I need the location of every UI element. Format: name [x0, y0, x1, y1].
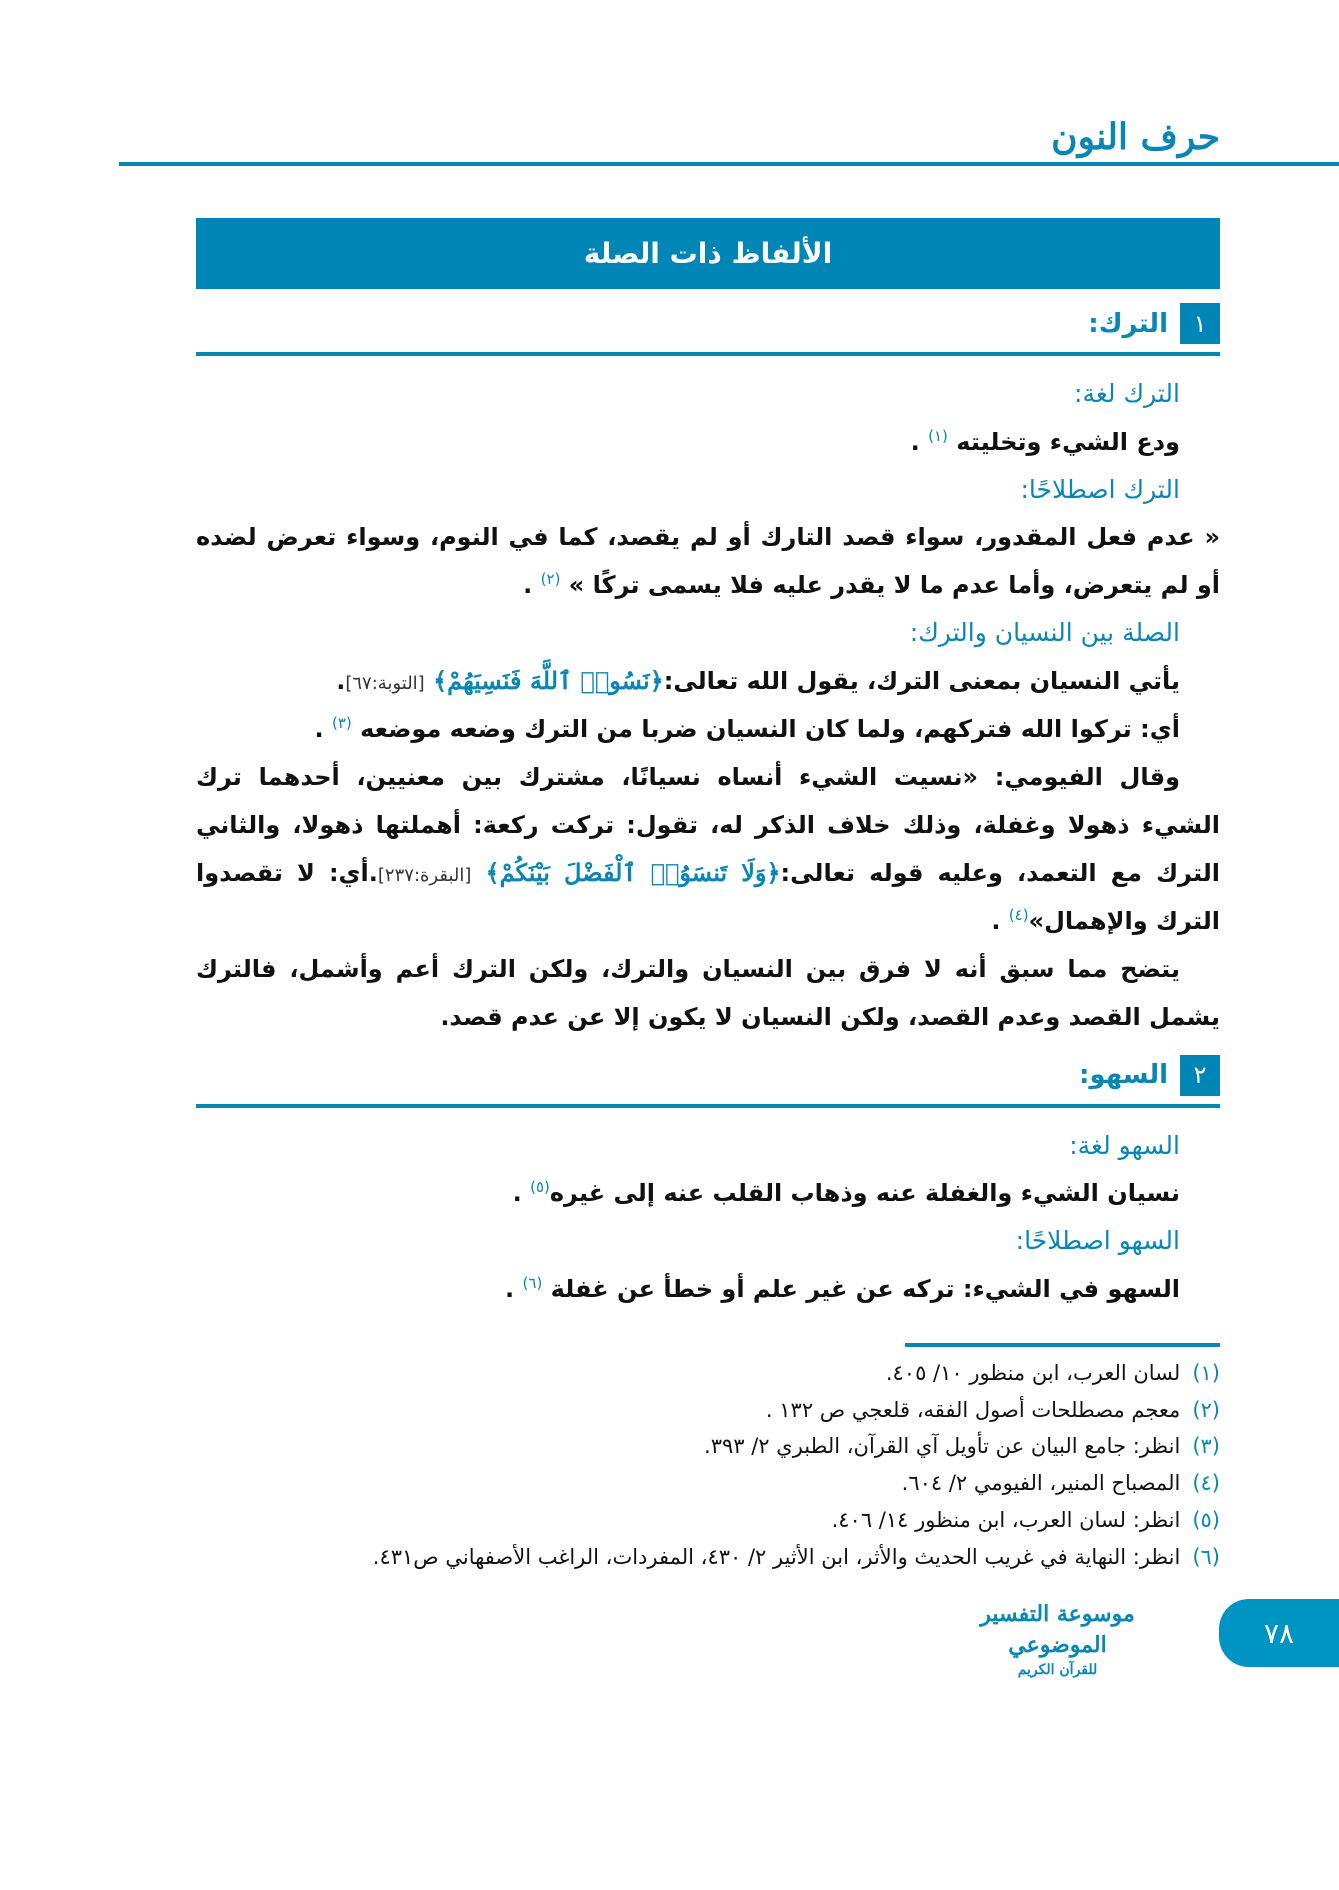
text: أو لم يتعرض، وأما عدم ما لا يقدر عليه فلا يسمى تركًا » — [568, 571, 1220, 600]
subheading: السهو لغة: — [1069, 1130, 1180, 1160]
footnote-number: (٥) — [1192, 1507, 1220, 1532]
footnote-text: انظر: النهاية في غريب الحديث والأثر، ابن الأثير ٢/ ٤٣٠، المفردات، الراغب الأصفهاني ص٤٣١. — [372, 1544, 1181, 1569]
text: مع التعمد، وعليه قوله تعالى: — [780, 858, 1142, 887]
footnote — [196, 1428, 1220, 1465]
footnote — [196, 1355, 1220, 1392]
footnote-divider — [905, 1343, 1220, 1347]
header-divider — [119, 162, 1339, 166]
paragraph — [196, 945, 1220, 1041]
footnote-ref[interactable]: (٦) — [522, 1273, 543, 1292]
footnote-number: (٤) — [1192, 1471, 1220, 1496]
footnote-text: انظر: جامع البيان عن تأويل آي القرآن، الطبري ٢/ ٣٩٣. — [704, 1434, 1181, 1459]
page-header — [119, 0, 1339, 166]
subheading: السهو اصطلاحًا: — [1015, 1226, 1180, 1256]
text: .أي: لا تقصدوا الترك — [196, 858, 1220, 935]
encyclopedia-logo — [935, 1599, 1180, 1680]
text: ودع الشيء وتخليته — [956, 427, 1180, 456]
text: وقال الفيومي: «نسيت الشيء أنساه نسيانًا، مشترك بين معنيين، أحدهما ترك الشيء — [196, 762, 1220, 839]
footnote-ref[interactable]: (٥) — [530, 1178, 550, 1197]
footnote-ref[interactable]: (٣) — [331, 713, 352, 732]
footnote-text: معجم مصطلحات أصول الفقه، قلعجي ص ١٣٢ . — [765, 1397, 1181, 1422]
section-number-badge: ٢ — [1180, 1055, 1220, 1096]
paragraph: ودع الشيء وتخليته $^{(١)}$ . — [910, 426, 1180, 456]
quran-verse: ﴿نَسُوا۟ ٱللَّهَ فَنَسِيَهُمْ﴾ — [433, 665, 664, 695]
page-footer — [0, 1599, 1339, 1689]
paragraph: يأتي النسيان بمعنى الترك، يقول الله تعالى:﴿نَسُوا۟ ٱللَّهَ فَنَسِيَهُمْ﴾ [التوبة:٦٧]. — [336, 665, 1180, 695]
verse-citation: [البقرة:٢٣٧] — [377, 864, 472, 886]
text: والإهمال» — [1028, 906, 1148, 935]
footnote-text: انظر: لسان العرب، ابن منظور ١٤/ ٤٠٦. — [831, 1507, 1181, 1532]
logo-subtitle: للقرآن الكريم — [1017, 1661, 1098, 1678]
text: السهو في الشيء: تركه عن غير علم أو خطأ عن غفلة — [550, 1274, 1180, 1303]
verse-citation: [التوبة:٦٧] — [345, 672, 425, 694]
paragraph: نسيان الشيء والغفلة عنه وذهاب القلب عنه إلى غيره$^{(٥)}$ . — [512, 1178, 1180, 1208]
paragraph: « عدم فعل المقدور، سواء قصد التارك أو لم يقصد، كما في النوم، وسواء تعرض لضده أو لم يتعرض، وأما عدم ما لا يقدر عليه فلا يسمى تركًا » $^{(٢)}$ . — [196, 523, 1220, 600]
footnote — [196, 1539, 1220, 1576]
main-content — [196, 218, 1220, 1575]
footnote-text: لسان العرب، ابن منظور ١٠/ ٤٠٥. — [885, 1360, 1181, 1385]
paragraph: أي: تركوا الله فتركهم، ولما كان النسيان ضربا من الترك وضعه موضعه $^{(٣)}$ . — [314, 713, 1180, 743]
text: نسيان الشيء والغفلة عنه وذهاب القلب عنه إلى غيره — [549, 1179, 1180, 1208]
section-title: الترك: — [1088, 308, 1168, 339]
footnote — [196, 1465, 1220, 1502]
subheading: الصلة بين النسيان والترك: — [909, 618, 1180, 648]
chapter-title: حرف النون — [1051, 116, 1220, 158]
text: « عدم فعل المقدور، سواء قصد التارك أو لم يقصد، كما في النوم، وسواء تعرض لضده — [196, 523, 1220, 552]
section-divider — [196, 352, 1220, 356]
text: أي: تركوا الله فتركهم، ولما كان النسيان ضربا من الترك وضعه موضعه — [360, 714, 1180, 743]
footnote-ref[interactable]: (٢) — [540, 570, 561, 589]
paragraph: وقال الفيومي: «نسيت الشيء أنساه نسيانًا، مشترك بين معنيين، أحدهما ترك الشيء ذهولا وغفلة، وذلك خلاف الذكر له، تقول: تركت ركعة: أهملتها ذهولا، والثاني الترك مع التعمد، وعليه قوله تعالى:﴿وَلَا تَنسَوُا۟ ٱلْفَضْلَ بَيْنَكُمْ﴾ [البقرة:٢٣٧].أي: لا تقصدوا الترك والإهمال»$^{(٤)}$ . — [196, 762, 1221, 935]
subheading: الترك لغة: — [1074, 379, 1180, 409]
footnote-ref[interactable]: (٤) — [1008, 905, 1029, 924]
section-banner — [196, 218, 1220, 289]
subheading: الترك اصطلاحًا: — [1020, 474, 1180, 504]
section-divider — [196, 1104, 1220, 1108]
quran-verse: ﴿وَلَا تَنسَوُا۟ ٱلْفَضْلَ بَيْنَكُمْ﴾ — [485, 857, 781, 887]
section-header — [196, 303, 1220, 344]
footnote-number: (٦) — [1192, 1544, 1220, 1569]
page-number: ٧٨ — [1219, 1599, 1339, 1667]
footnote-number: (٣) — [1192, 1434, 1220, 1459]
footnote-number: (٢) — [1192, 1397, 1220, 1422]
text: القصد وعدم القصد، ولكن النسيان لا يكون إلا عن عدم قصد. — [440, 1002, 1141, 1031]
banner-title: الألفاظ ذات الصلة — [583, 237, 833, 271]
text: ذهولا وغفلة، وذلك خلاف الذكر له، تقول: تركت ركعة: أهملتها ذهولا، والثاني الترك — [196, 810, 1221, 887]
text: يأتي النسيان بمعنى الترك، يقول الله تعالى: — [663, 666, 1180, 695]
section-title: السهو: — [1079, 1060, 1168, 1091]
section-number-badge: ١ — [1180, 303, 1220, 344]
footnote — [196, 1502, 1220, 1539]
footnote-number: (١) — [1192, 1360, 1220, 1385]
paragraph: السهو في الشيء: تركه عن غير علم أو خطأ عن غفلة $^{(٦)}$ . — [505, 1273, 1180, 1303]
section-header — [196, 1055, 1220, 1096]
text: يتضح مما سبق أنه لا فرق بين النسيان والترك، ولكن الترك أعم وأشمل، فالترك يشمل — [196, 954, 1220, 1031]
footnote-text: المصباح المنير، الفيومي ٢/ ٦٠٤. — [901, 1471, 1181, 1496]
footnote — [196, 1392, 1220, 1429]
logo-title: موسوعة التفسير الموضوعي — [980, 1601, 1135, 1659]
footnote-ref[interactable]: (١) — [928, 426, 948, 445]
